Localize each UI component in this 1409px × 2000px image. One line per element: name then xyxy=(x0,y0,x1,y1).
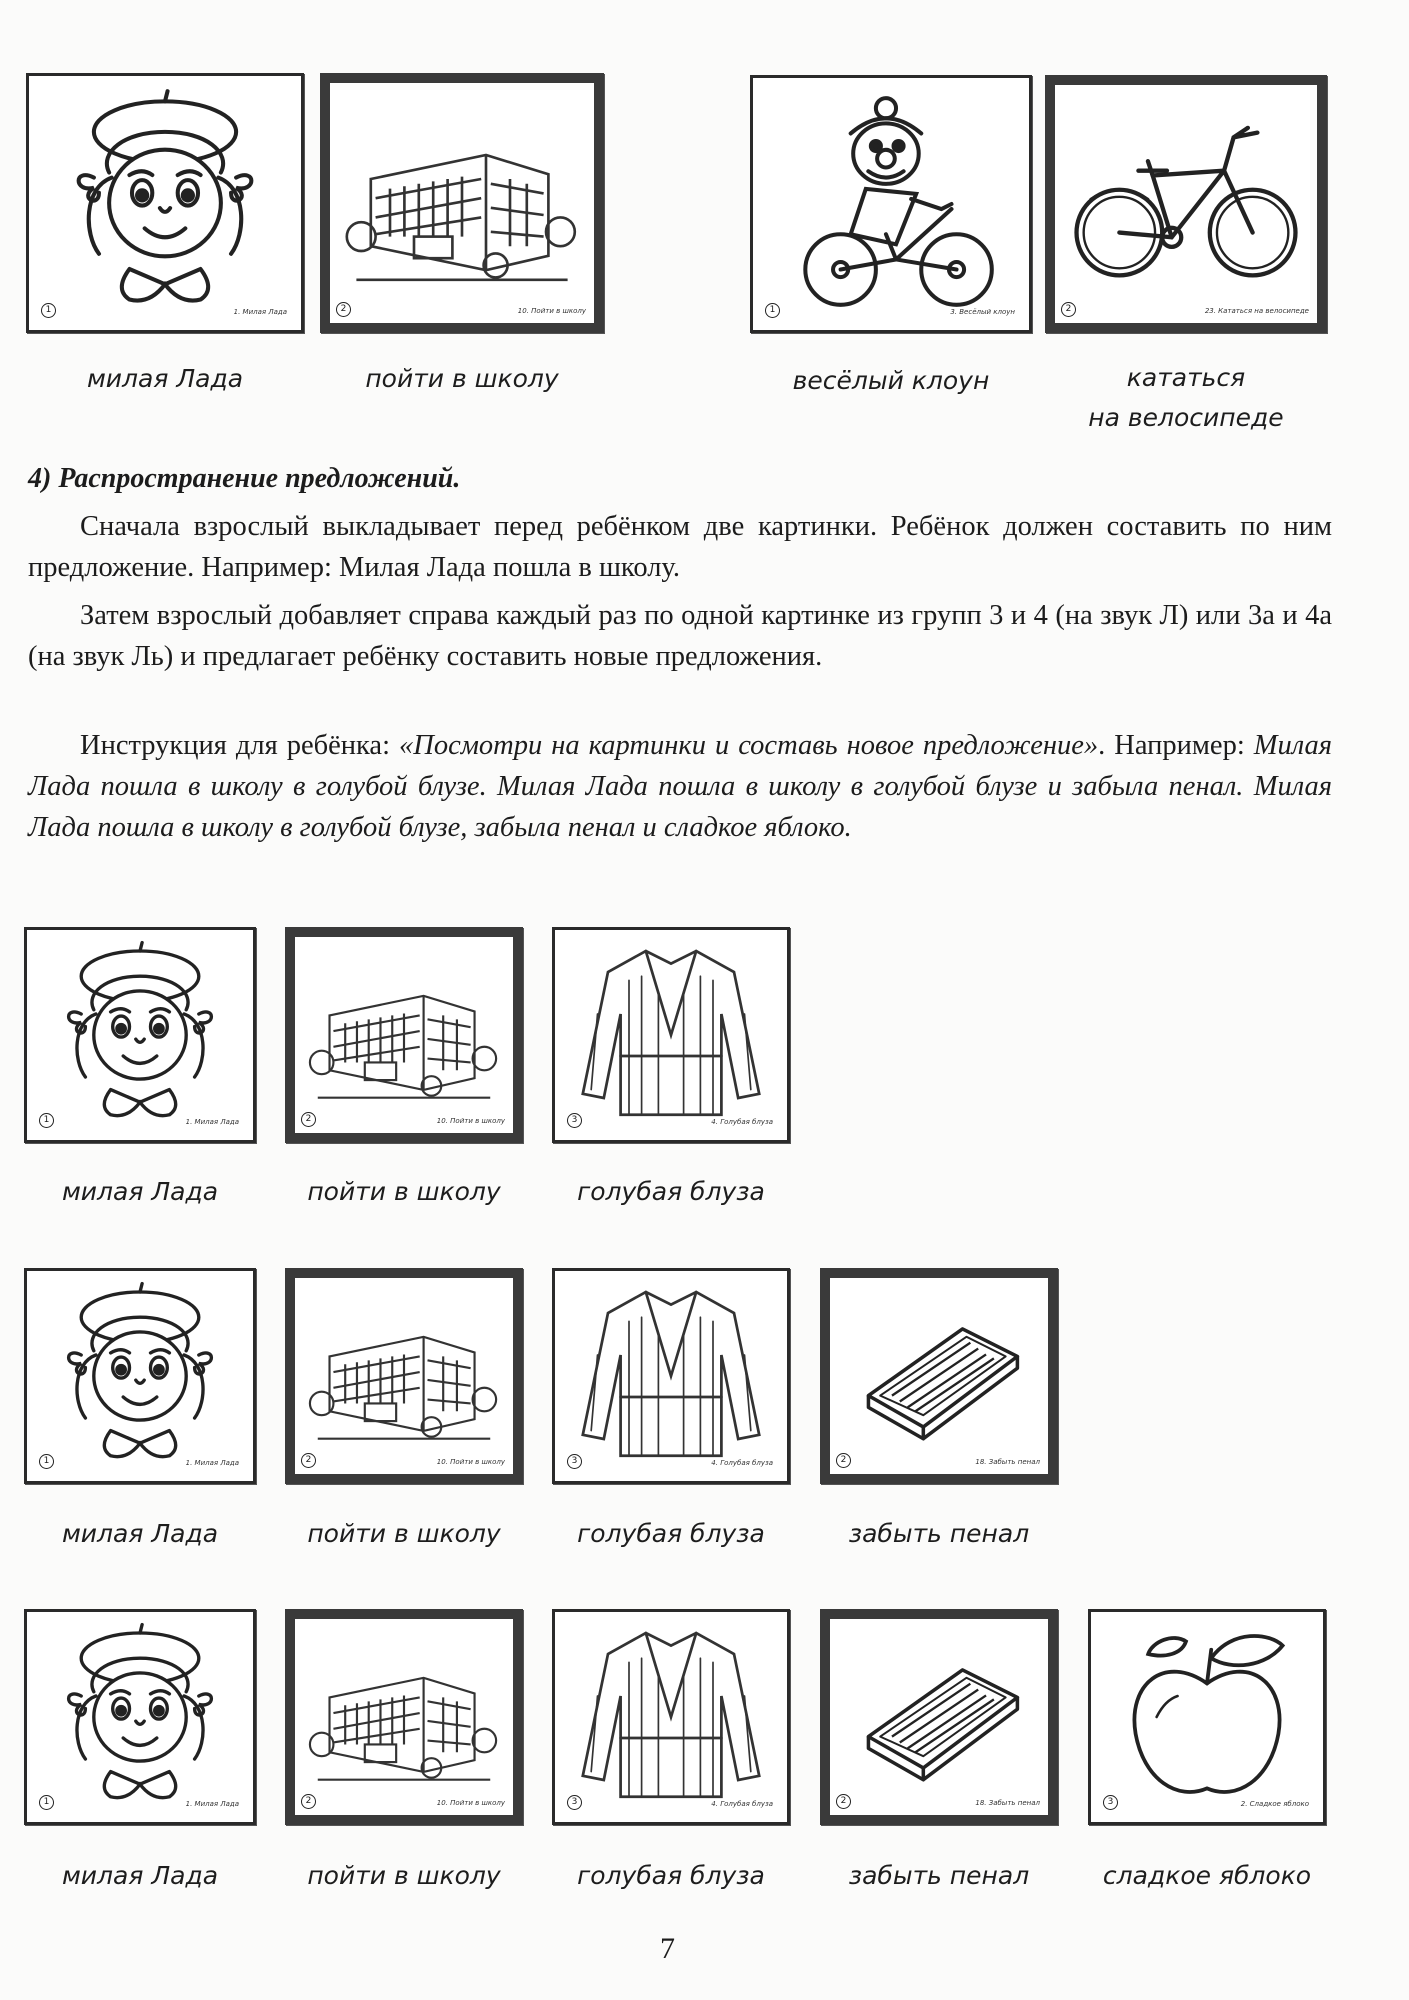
card-caption: 18. Забыть пенал xyxy=(975,1458,1040,1466)
group-number: 2 xyxy=(1061,302,1076,317)
apple-illustration xyxy=(1091,1612,1323,1822)
group-number: 1 xyxy=(39,1113,54,1128)
group-number: 2 xyxy=(301,1453,316,1468)
card-caption: 1. Милая Лада xyxy=(185,1118,239,1126)
card-caption: 1. Милая Лада xyxy=(233,308,287,316)
girl-illustration xyxy=(27,1271,253,1481)
card-caption: 1. Милая Лада xyxy=(185,1800,239,1808)
group-number: 2 xyxy=(836,1453,851,1468)
card-caption: 3. Весёлый клоун xyxy=(950,308,1015,316)
group-number: 1 xyxy=(41,303,56,318)
group-number: 1 xyxy=(39,1795,54,1810)
card-caption: 10. Пойти в школу xyxy=(436,1458,505,1466)
group-number: 2 xyxy=(336,302,351,317)
card-caption: 2. Сладкое яблоко xyxy=(1240,1800,1309,1808)
para3-lead: Инструкция для ребёнка: xyxy=(80,730,400,761)
blouse-illustration xyxy=(555,1612,787,1822)
picture-card-school xyxy=(285,927,523,1143)
picture-card-school xyxy=(285,1268,523,1484)
picture-card-lada xyxy=(24,927,256,1143)
card-caption: 10. Пойти в школу xyxy=(517,307,586,315)
picture-card-lada xyxy=(26,73,304,333)
label-lada: милая Лада xyxy=(61,1519,219,1548)
school-illustration xyxy=(295,937,513,1133)
card-caption: 10. Пойти в школу xyxy=(436,1117,505,1125)
label-bike-line2: на велосипеде xyxy=(1088,403,1284,432)
card-caption: 23. Кататься на велосипеде xyxy=(1204,307,1309,315)
label-clown: весёлый клоун xyxy=(792,366,990,395)
label-school: пойти в школу xyxy=(307,1177,501,1206)
label-lada: милая Лада xyxy=(86,364,244,393)
picture-card-bike xyxy=(1045,75,1327,333)
picture-card-blouse xyxy=(552,927,790,1143)
label-blouse: голубая блуза xyxy=(577,1177,765,1206)
card-caption: 1. Милая Лада xyxy=(185,1459,239,1467)
label-bike xyxy=(1045,358,1327,438)
para3-mid: . Например: xyxy=(1098,730,1254,761)
group-number: 1 xyxy=(39,1454,54,1469)
girl-illustration xyxy=(29,76,301,330)
girl-illustration xyxy=(27,930,253,1140)
label-blouse: голубая блуза xyxy=(577,1861,765,1890)
group-number: 3 xyxy=(567,1454,582,1469)
label-pencil-case: забыть пенал xyxy=(848,1519,1030,1548)
card-caption: 4. Голубая блуза xyxy=(711,1118,773,1126)
paragraph-2: Затем взрослый добавляет справа каждый раз по одной картинке из групп 3 и 4 (на звук Л) или 3а и 4а (на звук Ль) и предлагает ребёнку составить новые предложения. xyxy=(28,600,1332,672)
paragraph-1: Сначала взрослый выкладывает перед ребёнком две картинки. Ребёнок должен составить по ним предложение. Например: Милая Лада пошла в школу. xyxy=(28,511,1332,583)
para3-examples: Милая Лада пошла в школу в голубой блузе. Милая Лада пошла в школу в голубой блузе и забыла пенал. Милая Лада пошла в школу в голубой блузе, забыла пенал и сладкое яблоко. xyxy=(28,730,1333,843)
label-lada: милая Лада xyxy=(61,1177,219,1206)
picture-card-clown xyxy=(750,75,1032,333)
school-illustration xyxy=(295,1619,513,1815)
para3-instruction: «Посмотри на картинки и составь новое предложение» xyxy=(399,730,1099,761)
picture-card-school xyxy=(285,1609,523,1825)
group-number: 1 xyxy=(765,303,780,318)
picture-card-lada xyxy=(24,1268,256,1484)
group-number: 3 xyxy=(567,1795,582,1810)
label-pencil-case: забыть пенал xyxy=(848,1861,1030,1890)
pencil-case-illustration xyxy=(830,1278,1048,1474)
bicycle-illustration xyxy=(1055,85,1317,323)
group-number: 2 xyxy=(836,1794,851,1809)
label-lada: милая Лада xyxy=(61,1861,219,1890)
card-caption: 4. Голубая блуза xyxy=(711,1800,773,1808)
girl-illustration xyxy=(27,1612,253,1822)
label-blouse: голубая блуза xyxy=(577,1519,765,1548)
picture-card-apple xyxy=(1088,1609,1326,1825)
picture-card-pencil-case xyxy=(820,1268,1058,1484)
page-number: 7 xyxy=(660,1932,675,1965)
picture-card-school xyxy=(320,73,604,333)
picture-card-lada xyxy=(24,1609,256,1825)
label-school: пойти в школу xyxy=(365,364,559,393)
blouse-illustration xyxy=(555,930,787,1140)
card-caption: 4. Голубая блуза xyxy=(711,1459,773,1467)
school-illustration xyxy=(330,83,594,323)
paragraph-3 xyxy=(28,725,1332,848)
section-heading: 4) Распространение предложений. xyxy=(28,463,461,494)
card-caption: 10. Пойти в школу xyxy=(436,1799,505,1807)
clown-illustration xyxy=(753,78,1029,330)
group-number: 3 xyxy=(1103,1795,1118,1810)
label-apple: сладкое яблоко xyxy=(1102,1861,1312,1890)
blouse-illustration xyxy=(555,1271,787,1481)
group-number: 3 xyxy=(567,1113,582,1128)
card-caption: 18. Забыть пенал xyxy=(975,1799,1040,1807)
picture-card-blouse xyxy=(552,1609,790,1825)
group-number: 2 xyxy=(301,1794,316,1809)
picture-card-pencil-case xyxy=(820,1609,1058,1825)
group-number: 2 xyxy=(301,1112,316,1127)
label-bike-line1: кататься xyxy=(1126,363,1246,392)
pencil-case-illustration xyxy=(830,1619,1048,1815)
label-school: пойти в школу xyxy=(307,1861,501,1890)
school-illustration xyxy=(295,1278,513,1474)
picture-card-blouse xyxy=(552,1268,790,1484)
label-school: пойти в школу xyxy=(307,1519,501,1548)
